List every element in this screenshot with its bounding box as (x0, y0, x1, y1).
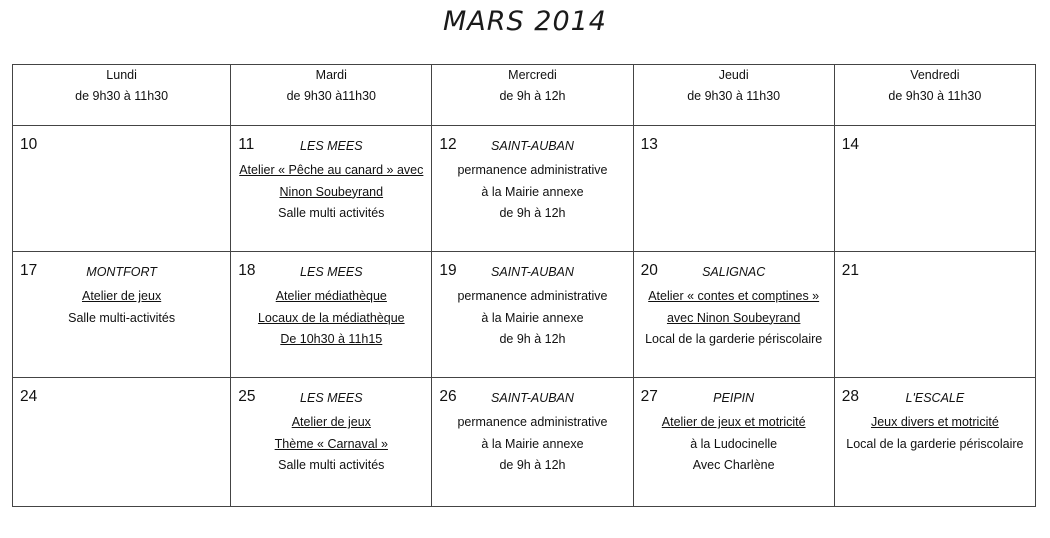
event-line-text: Atelier de jeux et motricité (661, 415, 806, 429)
weekday-name: Lundi (106, 68, 137, 82)
calendar-day-cell (13, 378, 231, 507)
calendar-table (12, 64, 1036, 507)
event-line (432, 182, 632, 204)
event-line (231, 203, 431, 225)
event-details (432, 286, 632, 351)
event-line (231, 412, 431, 434)
day-number: 26 (439, 388, 457, 405)
calendar-day-cell (834, 126, 1035, 252)
event-line-text: Atelier médiathèque (275, 289, 387, 303)
week-row (13, 126, 1036, 252)
day-number: 17 (20, 262, 38, 279)
event-line-text: Salle multi activités (278, 206, 385, 220)
event-details (231, 412, 431, 477)
event-location: LES MEES (300, 139, 363, 153)
event-location: LES MEES (300, 391, 363, 405)
event-line-text: Jeux divers et motricité (870, 415, 999, 429)
weekday-hours: de 9h à 12h (499, 89, 566, 103)
day-number: 10 (20, 136, 38, 153)
event-line (634, 412, 834, 434)
event-line (432, 308, 632, 330)
event-line (13, 286, 230, 308)
event-line (231, 286, 431, 308)
weekday-header-row (13, 65, 1036, 126)
event-line-text: Local de la garderie périscolaire (645, 332, 823, 346)
day-number: 18 (238, 262, 256, 279)
weekday-header (432, 65, 633, 126)
event-line-text: Atelier de jeux (81, 289, 162, 303)
event-details (231, 286, 431, 351)
calendar-day-cell (13, 252, 231, 378)
event-line (835, 412, 1035, 434)
weekday-name: Mercredi (508, 68, 557, 82)
weekday-hours: de 9h30 à 11h30 (687, 89, 781, 103)
event-line-text: Salle multi activités (278, 458, 385, 472)
page-title: MARS 2014 (443, 6, 607, 37)
event-line (13, 308, 230, 330)
week-row (13, 252, 1036, 378)
event-line-text: Thème « Carnaval » (274, 436, 388, 451)
calendar-day-cell (13, 126, 231, 252)
event-details (231, 160, 431, 225)
weekday-name: Mardi (315, 68, 347, 82)
event-location: SAINT-AUBAN (491, 265, 574, 279)
day-number: 14 (841, 136, 860, 153)
event-line-text: Atelier « contes et comptines » (648, 289, 820, 303)
event-line (432, 329, 632, 351)
calendar-day-cell (432, 126, 633, 252)
event-line (634, 286, 834, 308)
calendar-day-cell (432, 378, 633, 507)
weekday-header (231, 65, 432, 126)
event-line (634, 329, 834, 351)
event-line (231, 308, 431, 330)
event-location: SALIGNAC (702, 265, 766, 279)
event-details (432, 412, 632, 477)
day-number: 20 (640, 262, 658, 279)
event-location: PEIPIN (713, 391, 755, 405)
day-number: 24 (20, 388, 38, 405)
event-line-text: Avec Charlène (692, 458, 775, 472)
day-number: 28 (841, 388, 860, 405)
calendar-day-cell (633, 378, 834, 507)
calendar-day-cell (231, 126, 432, 252)
event-line-text: Atelier de jeux (291, 415, 371, 429)
event-line (432, 455, 632, 477)
event-line-text: à la Mairie annexe (481, 184, 584, 199)
event-line (231, 455, 431, 477)
event-line-text: permanence administrative (457, 163, 608, 177)
event-line (231, 434, 431, 456)
day-number: 21 (841, 262, 860, 279)
day-number: 27 (640, 388, 658, 405)
calendar-day-cell (633, 252, 834, 378)
week-row (13, 378, 1036, 507)
event-line-text: permanence administrative (457, 415, 608, 429)
calendar-day-cell (432, 252, 633, 378)
event-line (835, 434, 1035, 456)
calendar-day-cell (231, 378, 432, 507)
day-number: 11 (238, 136, 255, 153)
day-number: 25 (238, 388, 256, 405)
event-details (835, 412, 1035, 455)
event-details (634, 286, 834, 351)
day-number: 12 (439, 136, 457, 153)
event-line-text: permanence administrative (457, 289, 608, 303)
event-line (231, 160, 431, 182)
event-location: SAINT-AUBAN (491, 139, 574, 153)
event-line (231, 329, 431, 351)
event-line-text: avec Ninon Soubeyrand (666, 310, 801, 325)
event-location: SAINT-AUBAN (491, 391, 574, 405)
event-line (432, 286, 632, 308)
event-line-text: Locaux de la médiathèque (257, 310, 405, 325)
event-line-text: de 9h à 12h (499, 332, 566, 346)
weekday-hours: de 9h30 à11h30 (286, 89, 377, 103)
day-number: 13 (640, 136, 658, 153)
calendar-day-cell (834, 252, 1035, 378)
event-line-text: à la Ludocinelle (690, 436, 778, 451)
event-line-text: Atelier « Pêche au canard » avec (239, 163, 424, 177)
event-line-text: Ninon Soubeyrand (279, 184, 384, 199)
event-line-text: de 9h à 12h (499, 206, 566, 220)
weekday-hours: de 9h30 à 11h30 (888, 89, 982, 103)
event-line (634, 455, 834, 477)
weekday-header (633, 65, 834, 126)
weekday-header (13, 65, 231, 126)
event-details (432, 160, 632, 225)
calendar-day-cell (834, 378, 1035, 507)
weekday-header (834, 65, 1035, 126)
event-line (231, 182, 431, 204)
event-details (634, 412, 834, 477)
event-line-text: Local de la garderie périscolaire (846, 436, 1024, 451)
event-details (13, 286, 230, 329)
event-location: MONTFORT (86, 265, 157, 279)
calendar-day-cell (231, 252, 432, 378)
event-line (432, 160, 632, 182)
event-line (634, 308, 834, 330)
event-line-text: à la Mairie annexe (481, 436, 584, 451)
calendar-day-cell (633, 126, 834, 252)
event-line (634, 434, 834, 456)
event-line (432, 203, 632, 225)
event-line (432, 434, 632, 456)
event-line-text: de 9h à 12h (499, 458, 566, 472)
event-location: L'ESCALE (905, 391, 965, 405)
event-location: LES MEES (300, 265, 363, 279)
weekday-hours: de 9h30 à 11h30 (75, 89, 169, 103)
event-line-text: De 10h30 à 11h15 (280, 332, 383, 346)
event-line-text: à la Mairie annexe (481, 310, 584, 325)
day-number: 19 (439, 262, 457, 279)
event-line-text: Salle multi-activités (68, 310, 176, 325)
weekday-name: Jeudi (718, 68, 749, 82)
weekday-name: Vendredi (910, 68, 960, 82)
event-line (432, 412, 632, 434)
